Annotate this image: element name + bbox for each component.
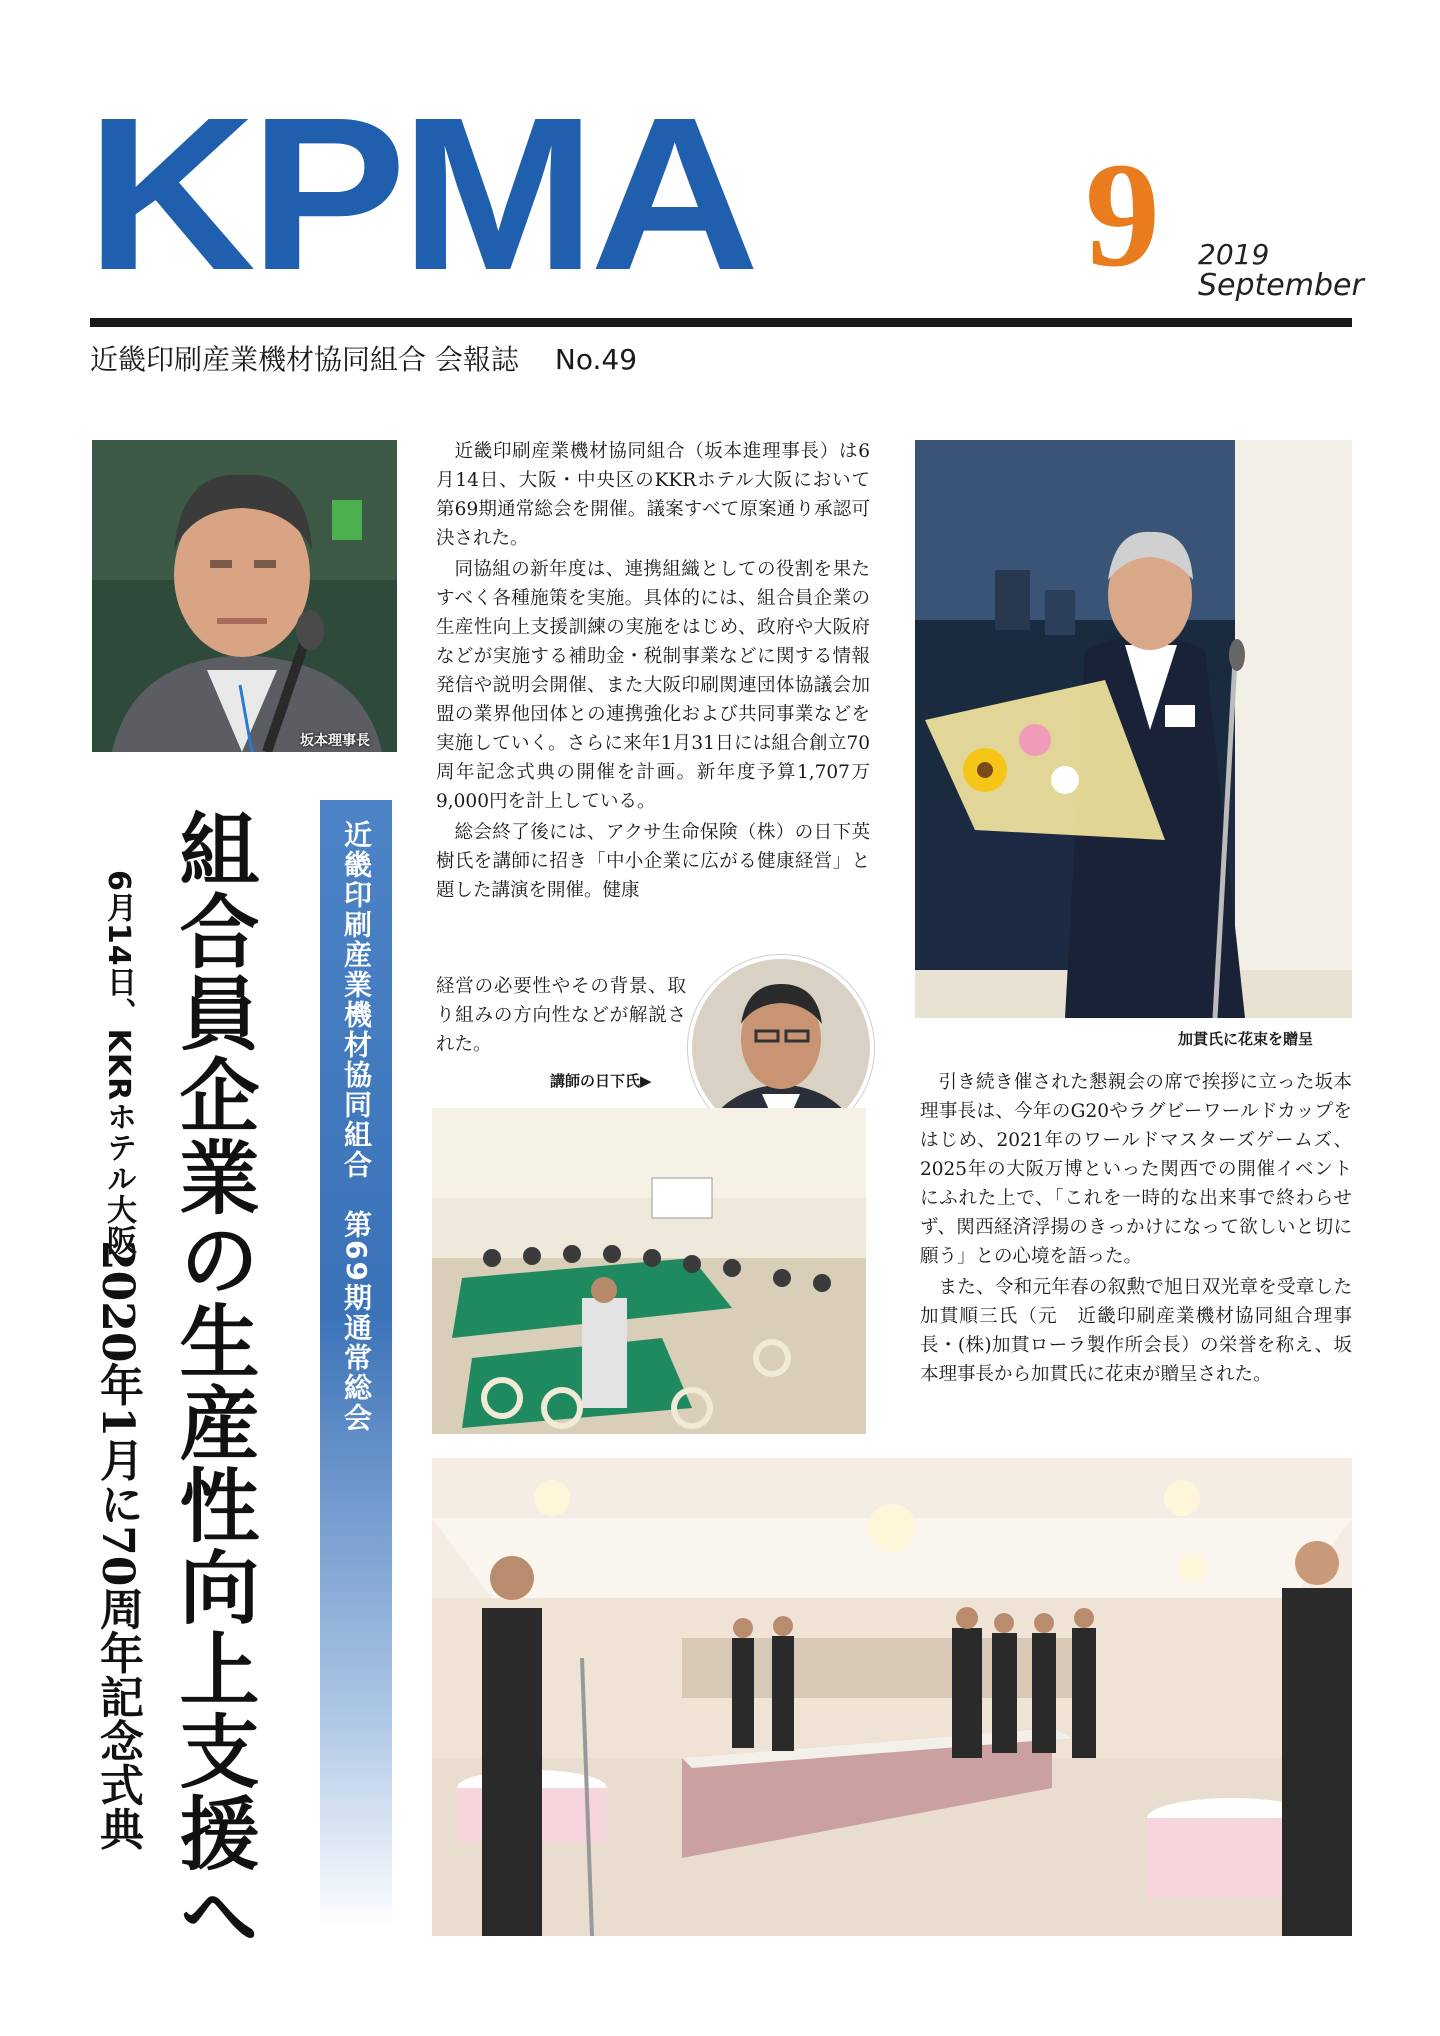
issue-year: 2019 (1198, 238, 1270, 271)
meeting-hall-photo (432, 1108, 866, 1434)
article-column-3 (920, 1068, 1352, 1391)
chairman-photo (92, 440, 397, 752)
article-column-1-tail (436, 972, 686, 1061)
flowers-photo (915, 440, 1352, 1018)
article-paragraph-3-tail: 経営の必要性やその背景、取り組みの方向性などが解説された。 (436, 976, 686, 1055)
article-column-1 (436, 437, 870, 907)
subhead-date: 6月14日、KKRホテル大阪 (101, 870, 136, 1257)
subhead-anniversary: 2020年1月に70周年記念式典 (92, 1240, 143, 1851)
chairman-caption: 坂本理事長 (300, 733, 370, 749)
banner-event: 第69期通常総会 (340, 1210, 373, 1433)
masthead-rule (90, 318, 1352, 327)
article-paragraph-2: 同協組の新年度は、連携組織としての役割を果たすべく各種施策を実施。具体的には、組合員企業の生産性向上支援訓練の実施をはじめ、政府や大阪府などが実施する補助金・税制事業などに関する情報発信や説明会開催、また大阪印刷関連団体協議会加盟の業界他団体との連携強化および共同事業などを実施していく。さらに来年1月31日には組合創立70周年記念式典の開催を計画。新年度予算1,707万9,000円を計上している。 (436, 559, 870, 812)
article-paragraph-3: 総会終了後には、アクサ生命保険（株）の日下英樹氏を講師に招き「中小企業に広がる健康経営」と題した講演を開催。健康 (436, 822, 870, 901)
issue-number: 9 (1085, 132, 1160, 298)
article-paragraph-4: 引き続き催された懇親会の席で挨拶に立った坂本理事長は、今年のG20やラグビーワールドカップをはじめ、2021年のワールドマスターズゲームズ、2025年の大阪万博といった関西での開催イベントにふれた上で、「これを一時的な出来事で終わらせず、関西経済浮揚のきっかけになって欲しいと切に願う」との心境を語った。 (920, 1072, 1352, 1267)
banner-text (333, 820, 379, 1433)
masthead-subtitle (90, 342, 637, 378)
article-paragraph-5: また、令和元年春の叙勲で旭日双光章を受章した加貫順三氏（元 近畿印刷産業機材協同組合理事長・(株)加貫ローラ製作所会長）の栄誉を称え、坂本理事長から加貫氏に花束が贈呈された。 (920, 1277, 1352, 1385)
issue-no: No.49 (554, 343, 638, 376)
banner-org: 近畿印刷産業機材協同組合 (340, 820, 373, 1180)
main-headline: 組合員企業の生産性向上支援へ (166, 808, 260, 1956)
speaker-caption: 講師の日下氏▶ (550, 1072, 652, 1090)
org-title: 近畿印刷産業機材協同組合 会報誌 (90, 343, 519, 376)
kpma-logo: KPMA (86, 73, 754, 316)
reception-photo (432, 1458, 1352, 1936)
article-paragraph-1: 近畿印刷産業機材協同組合（坂本進理事長）は6月14日、大阪・中央区のKKRホテル大阪において第69期通常総会を開催。議案すべて原案通り承認可決された。 (436, 441, 870, 549)
flowers-caption: 加貫氏に花束を贈呈 (1178, 1030, 1314, 1048)
issue-month: September (1198, 268, 1364, 303)
